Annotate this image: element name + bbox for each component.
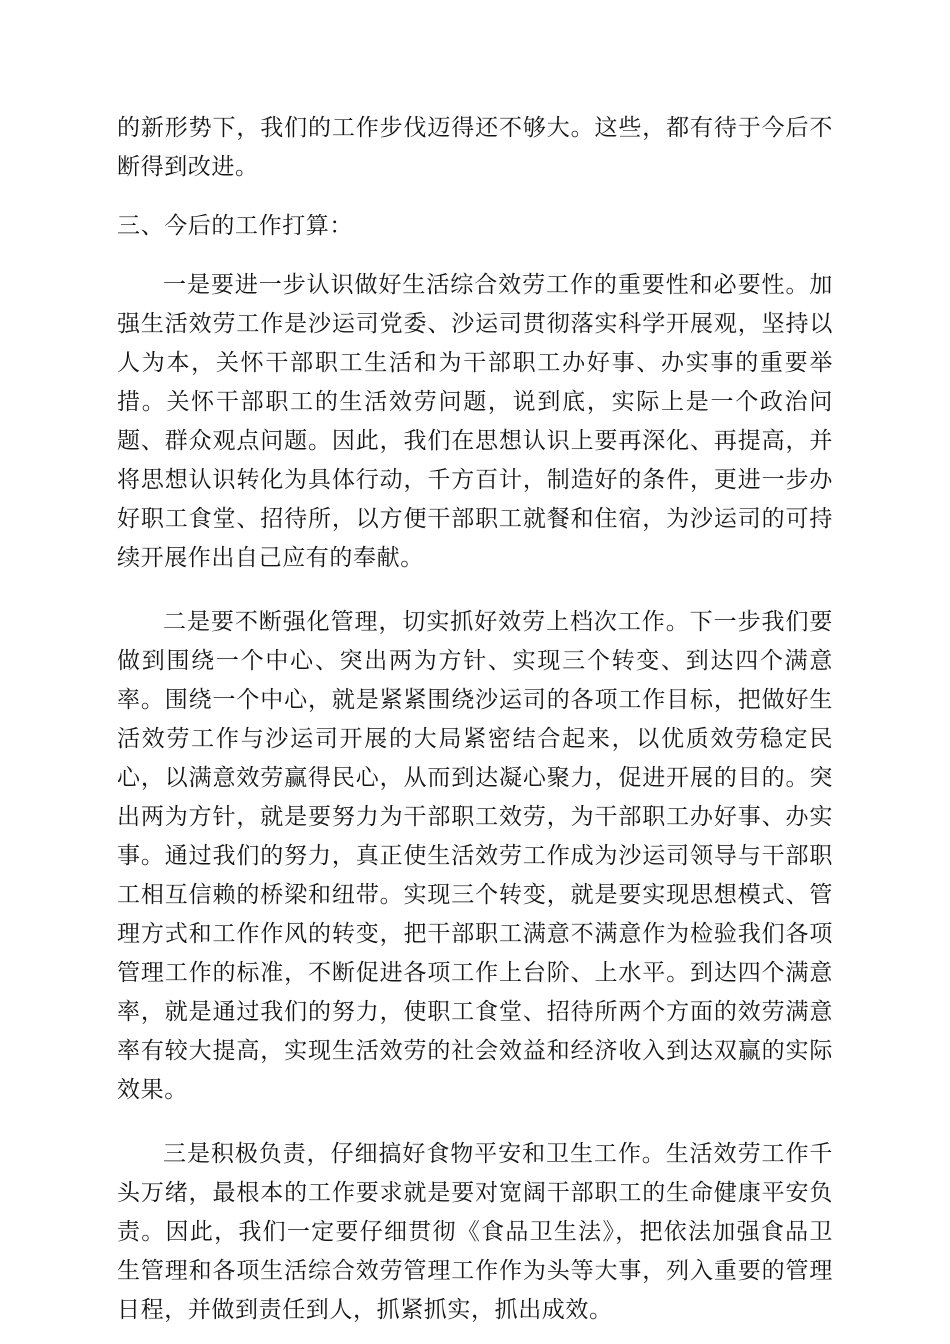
continued-paragraph: 的新形势下，我们的工作步伐迈得还不够大。这些，都有待于今后不断得到改进。	[117, 115, 833, 180]
document-body	[117, 109, 833, 1330]
paragraph-plan-one: 一是要进一步认识做好生活综合效劳工作的重要性和必要性。加强生活效劳工作是沙运司党委、沙运司贯彻落实科学开展观，坚持以人为本，关怀干部职工生活和为干部职工办好事、办实事的重要举措。关怀干部职工的生活效劳问题，说到底，实际上是一个政治问题、群众观点问题。因此，我们在思想认识上要再深化、再提高，并将思想认识转化为具体行动，千方百计，制造好的条件，更进一步办好职工食堂、招待所，以方便干部职工就餐和住宿，为沙运司的可持续开展作出自己应有的奉献。	[117, 272, 833, 571]
paragraph-plan-two: 二是要不断强化管理，切实抓好效劳上档次工作。下一步我们要做到围绕一个中心、突出两为方针、实现三个转变、到达四个满意率。围绕一个中心，就是紧紧围绕沙运司的各项工作目标，把做好生活效劳工作与沙运司开展的大局紧密结合起来，以优质效劳稳定民心，以满意效劳赢得民心，从而到达凝心聚力，促进开展的目的。突出两为方针，就是要努力为干部职工效劳，为干部职工办好事、办实事。通过我们的努力，真正使生活效劳工作成为沙运司领导与干部职工相互信赖的桥梁和纽带。实现三个转变，就是要实现思想模式、管理方式和工作作风的转变，把干部职工满意不满意作为检验我们各项管理工作的标准，不断促进各项工作上台阶、上水平。到达四个满意率，就是通过我们的努力，使职工食堂、招待所两个方面的效劳满意率有较大提高，实现生活效劳的社会效益和经济收入到达双赢的实际效果。	[117, 609, 833, 1103]
section-heading: 三、今后的工作打算：	[117, 213, 353, 239]
paragraph-plan-three: 三是积极负责，仔细搞好食物平安和卫生工作。生活效劳工作千头万绪，最根本的工作要求就是要对宽阔干部职工的生命健康平安负责。因此，我们一定要仔细贯彻《食品卫生法》，把依法加强食品卫生管理和各项生活综合效劳管理工作作为头等大事，列入重要的管理日程，并做到责任到人，抓紧抓实，抓出成效。	[117, 1141, 833, 1323]
